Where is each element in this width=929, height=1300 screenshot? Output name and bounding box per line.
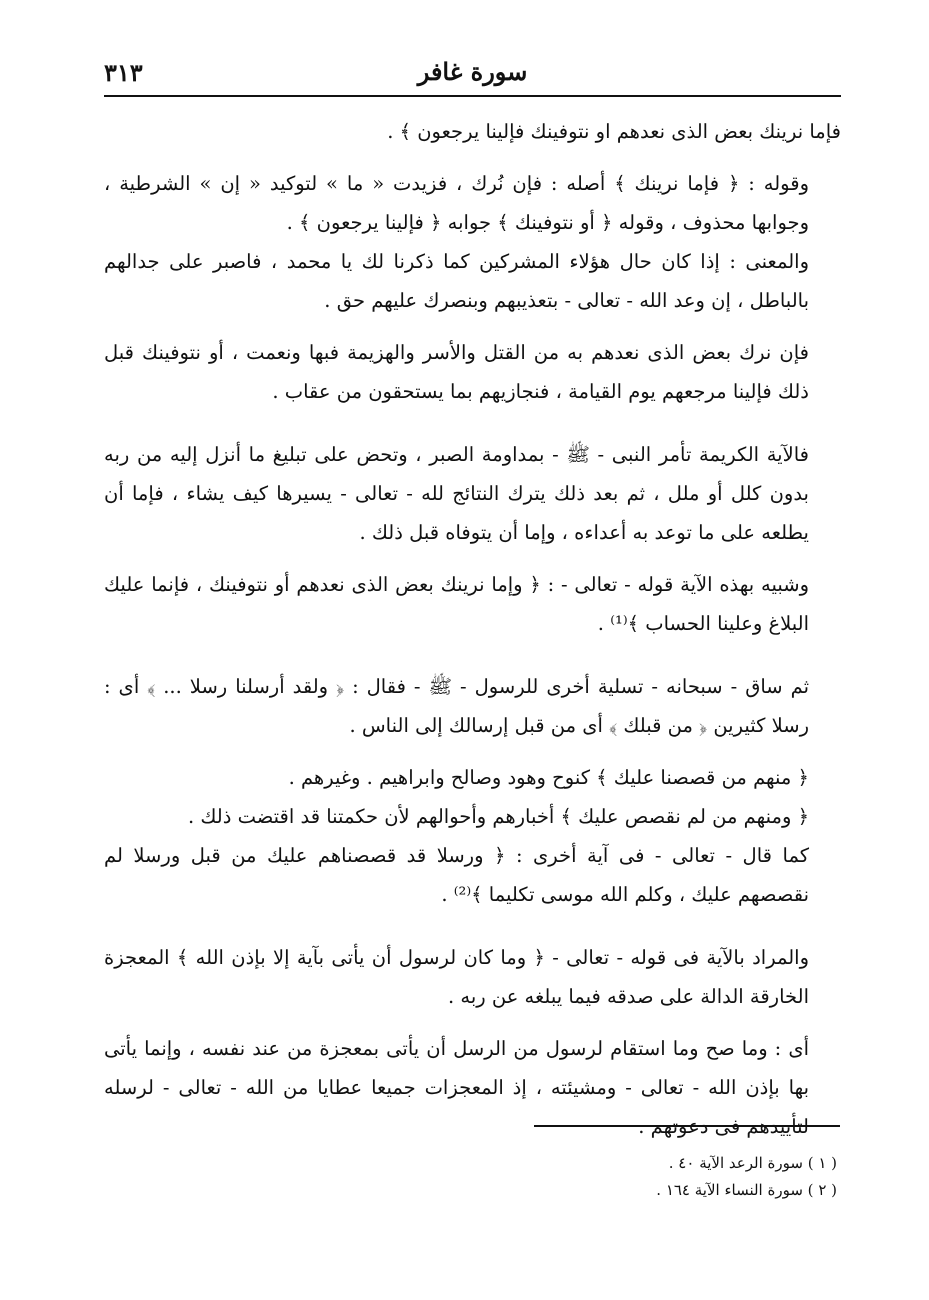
paragraph: وقوله : ﴿ فإما نرينك ﴾ أصله : فإن نُرك ، فزيدت « ما » لتوكيد « إن » الشرطية ، وجوابها محذوف ، وقوله ﴿ أو نتوفينك ﴾ جوابه ﴿ فإلينا يرجعون ﴾ . [104, 172, 809, 234]
surah-title: سورة غافر [417, 56, 528, 86]
page-header [104, 52, 841, 90]
footnote: ( ٢ ) سورة النساء الآية ١٦٤ . [656, 1181, 837, 1199]
header-divider [104, 95, 841, 97]
page-number: ٣١٣ [104, 58, 143, 87]
paragraph: فإما نرينك بعض الذى نعدهم او نتوفينك فإلينا يرجعون ﴾ . [387, 120, 841, 143]
paragraph: وشبيه بهذه الآية قوله - تعالى - : ﴿ وإما نرينك بعض الذى نعدهم أو نتوفينك ، فإنما عليك البلاغ وعلينا الحساب ﴾⁽¹⁾ . [104, 573, 809, 635]
main-text [104, 112, 841, 1146]
paragraph: ﴿ منهم من قصصنا عليك ﴾ كنوح وهود وصالح وابراهيم . وغيرهم . [288, 766, 809, 789]
paragraph: فإن نرك بعض الذى نعدهم به من القتل والأسر والهزيمة فبها ونعمت ، أو نتوفينك قبل ذلك فإلينا مرجعهم يوم القيامة ، فنجازيهم بما يستحقون من عقاب . [104, 341, 809, 403]
paragraph: ثم ساق - سبحانه - تسلية أخرى للرسول - ﷺ - فقال : ﴿ ولقد أرسلنا رسلا ... ﴾ أى : رسلا كثيرين ﴿ من قبلك ﴾ أى من قبل إرسالك إلى الناس . [104, 675, 809, 737]
paragraph: ﴿ ومنهم من لم نقصص عليك ﴾ أخبارهم وأحوالهم لأن حكمتنا قد اقتضت ذلك . [187, 805, 809, 828]
footnotes [437, 1150, 837, 1204]
paragraph: والمعنى : إذا كان حال هؤلاء المشركين كما ذكرنا لك يا محمد ، فاصبر على جدالهم بالباطل ، إن وعد الله - تعالى - بتعذيبهم وبنصرك عليهم حق . [104, 250, 809, 312]
footnote-divider [534, 1125, 840, 1127]
paragraph: كما قال - تعالى - فى آية أخرى : ﴿ ورسلا قد قصصناهم عليك من قبل ورسلا لم نقصصهم عليك ، وكلم الله موسى تكليما ﴾⁽²⁾ . [104, 844, 809, 906]
paragraph: فالآية الكريمة تأمر النبى - ﷺ - بمداومة الصبر ، وتحض على تبليغ ما أنزل إليه من ربه بدون كلل أو ملل ، ثم بعد ذلك يترك النتائج لله - تعالى - يسيرها كيف يشاء ، فإما أن يطلعه على ما توعد به أعداءه ، وإما أن يتوفاه قبل ذلك . [104, 443, 809, 544]
footnote: ( ١ ) سورة الرعد الآية ٤٠ . [668, 1154, 837, 1172]
paragraph: والمراد بالآية فى قوله - تعالى - ﴿ وما كان لرسول أن يأتى بآية إلا بإذن الله ﴾ المعجزة الخارقة الدالة على صدقه فيما يبلغه عن ربه . [104, 946, 809, 1008]
paragraph: أى : وما صح وما استقام لرسول من الرسل أن يأتى بمعجزة من عند نفسه ، وإنما يأتى بها بإذن الله - تعالى - ومشيئته ، إذ المعجزات جميعا عطايا من الله - تعالى - لرسله لتأييدهم فى دعوتهم . [104, 1037, 809, 1138]
